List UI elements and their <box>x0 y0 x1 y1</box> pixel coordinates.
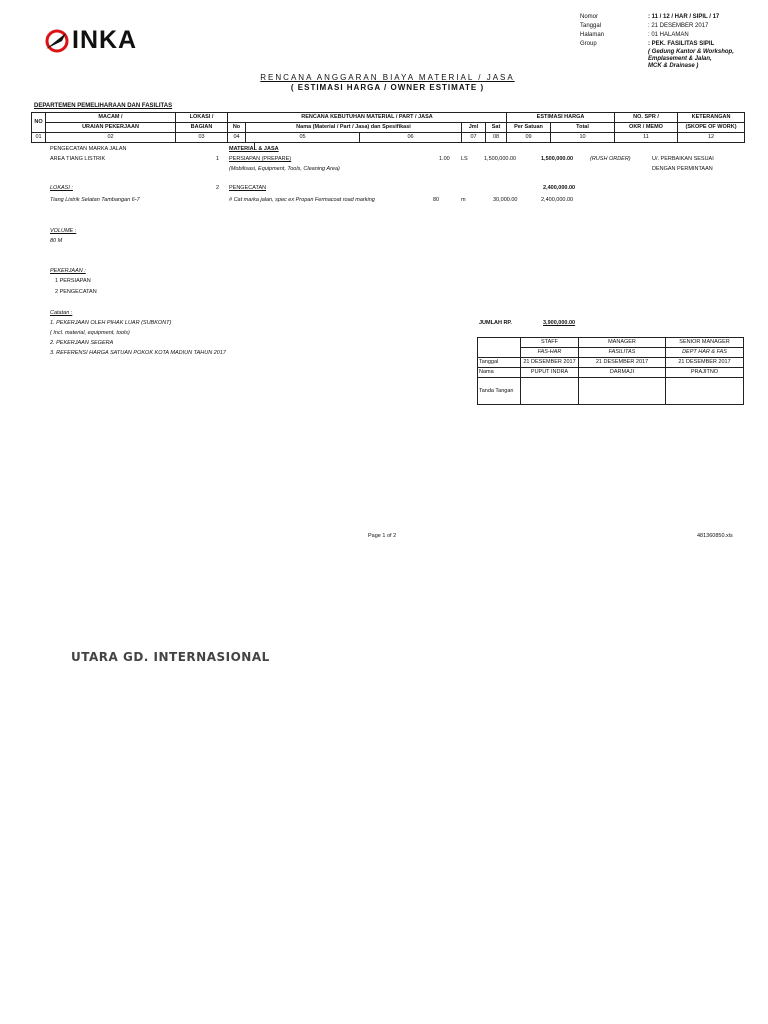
group-value: : PEK. FASILITAS SIPIL <box>648 41 715 47</box>
item-description: # Cat marka jalan, spec ex Propan Fermacoat road marking <box>229 197 375 203</box>
item-subtotal: 2,400,000.00 <box>541 197 574 203</box>
approval-dept: DEPT HAR & FAS <box>666 348 744 358</box>
lokasi-value: Tiang Listrik Selatan Tambangan 6-7 <box>50 197 140 203</box>
col-estimasi-header: ESTIMASI HARGA <box>507 113 615 123</box>
halaman-label: Halaman <box>580 32 605 38</box>
col-sat-header: Sat <box>486 123 507 133</box>
item-keterangan: U/. PERBAIKAN SESUAI <box>652 156 714 162</box>
nomor-value: : 11 / 12 / HAR / SIPIL / 17 <box>648 14 720 20</box>
approval-role: STAFF <box>521 338 579 348</box>
approval-nama-label: Nama <box>478 368 521 378</box>
approval-role: SENIOR MANAGER <box>666 338 744 348</box>
item-sat: m <box>461 197 466 203</box>
col-number: 11 <box>615 133 678 143</box>
col-skope-header: (SKOPE OF WORK) <box>678 123 745 133</box>
location-stamp-text: UTARA GD. INTERNASIONAL <box>71 650 270 664</box>
col-number: 12 <box>678 133 745 143</box>
approval-table <box>477 337 744 405</box>
col-per-satuan-header: Per Satuan <box>507 123 551 133</box>
item-name: PERSIAPAN (PREPARE) <box>229 156 292 162</box>
col-number: 01 <box>32 133 46 143</box>
estimate-table-header <box>31 112 745 143</box>
catatan-item: ( Incl. material, equipment, tools) <box>50 330 130 336</box>
company-logo-text: INKA <box>72 26 138 54</box>
item-jml: 1.00 <box>439 156 450 162</box>
col-spr-header: NO. SPR / <box>615 113 678 123</box>
col-bagian-header: BAGIAN <box>176 123 228 133</box>
catatan-item: 3. REFERENSI HARGA SATUAN POKOK KOTA MADIUN TAHUN 2017 <box>50 350 226 356</box>
approval-dept: FASILITAS <box>579 348 666 358</box>
item-price: 1,500,000.00 <box>484 156 517 162</box>
uraian-line: PENGECATAN MARKA JALAN <box>50 146 127 152</box>
col-number: 07 <box>462 133 486 143</box>
col-keterangan-header: KETERANGAN <box>678 113 745 123</box>
item-jml: 80 <box>433 197 440 203</box>
col-nama-header: Nama (Material / Part / Jasa) dan Spesifikasi <box>246 123 462 133</box>
col-macam-header: MACAM / <box>46 113 176 123</box>
item-price: 30,000.00 <box>493 197 518 203</box>
document-subtitle: ( ESTIMASI HARGA / OWNER ESTIMATE ) <box>290 83 485 92</box>
item-name: PENGECATAN <box>229 185 267 191</box>
volume-value: 80 M <box>50 238 63 244</box>
approval-date: 21 DESEMBER 2017 <box>521 358 579 368</box>
item-total: 1,500,000.00 <box>541 156 574 162</box>
document-info <box>580 13 760 70</box>
item-spr: (RUSH ORDER) <box>590 156 631 162</box>
col-number: 04 <box>228 133 246 143</box>
col-number: 08 <box>486 133 507 143</box>
col-lokasi-header: LOKASI / <box>176 113 228 123</box>
page-number: Page 1 of 2 <box>368 533 397 539</box>
department-name: DEPARTEMEN PEMELIHARAAN DAN FASILITAS <box>34 103 173 109</box>
approval-date: 21 DESEMBER 2017 <box>579 358 666 368</box>
pekerjaan-label: PEKERJAAN : <box>50 268 86 274</box>
group-detail-line: MCK & Drainase ) <box>648 63 699 69</box>
col-total-header: Total <box>551 123 615 133</box>
col-number: 02 <box>46 133 176 143</box>
col-okr-header: OKR / MEMO <box>615 123 678 133</box>
approval-name: DARMAJI <box>579 368 666 378</box>
nomor-label: Nomor <box>580 14 599 20</box>
volume-label: VOLUME : <box>50 228 77 234</box>
col-no-header: NO <box>32 113 46 133</box>
item-description: (Mobilisasi, Equipment, Tools, Cleaning Area) <box>229 166 340 172</box>
halaman-value: : 01 HALAMAN <box>648 32 689 38</box>
col-number: 05 <box>246 133 360 143</box>
group-label: Group <box>580 41 597 47</box>
group-detail-line: Emplasement & Jalan, <box>648 56 712 62</box>
col-number: 06 <box>360 133 462 143</box>
approval-name: PRAJITNO <box>666 368 744 378</box>
approval-dept: FAS-HAR <box>521 348 579 358</box>
catatan-item: 1. PEKERJAAN OLEH PIHAK LUAR (SUBKONT) <box>50 320 172 326</box>
item-no: 2 <box>216 185 220 191</box>
jumlah-label: JUMLAH RP. <box>479 320 512 326</box>
group-detail-line: ( Gedung Kantor & Workshop, <box>648 49 734 55</box>
approval-date: 21 DESEMBER 2017 <box>666 358 744 368</box>
document-title: RENCANA ANGGARAN BIAYA MATERIAL / JASA <box>260 73 515 82</box>
col-uraian-header: URAIAN PEKERJAAN <box>46 123 176 133</box>
col-number: 09 <box>507 133 551 143</box>
approval-name: PUPUT INDRA <box>521 368 579 378</box>
pekerjaan-item: 1 PERSIAPAN <box>55 278 91 284</box>
approval-corner <box>478 338 521 358</box>
catatan-item: 2. PEKERJAAN SEGERA <box>50 340 114 346</box>
uraian-line: AREA TIANG LISTRIK <box>50 156 106 162</box>
col-number: 03 <box>176 133 228 143</box>
inka-logo-mark-icon <box>44 29 70 53</box>
signature-box <box>579 378 666 405</box>
tanggal-value: : 21 DESEMBER 2017 <box>648 23 709 29</box>
item-keterangan: DENGAN PERMINTAAN <box>652 166 713 172</box>
approval-role: MANAGER <box>579 338 666 348</box>
section-title: MATERIAL & JASA <box>229 146 279 152</box>
tanggal-label: Tanggal <box>580 23 602 29</box>
item-no: 1 <box>216 156 220 162</box>
jumlah-value: 3,900,000.00 <box>543 320 576 326</box>
col-jml-header: Jml <box>462 123 486 133</box>
catatan-label: Catatan : <box>50 310 73 316</box>
col-number: 10 <box>551 133 615 143</box>
col-rencana-header: RENCANA KEBUTUHAN MATERIAL / PART / JASA <box>228 113 507 123</box>
item-sat: LS <box>461 156 468 162</box>
approval-tanggal-label: Tanggal <box>478 358 521 368</box>
signature-box <box>521 378 579 405</box>
signature-box <box>666 378 744 405</box>
col-no2-header: No <box>228 123 246 133</box>
approval-ttd-label: Tanda Tangan <box>478 378 521 405</box>
pekerjaan-item: 2 PENGECATAN <box>55 289 97 295</box>
file-reference: 481360850.xls <box>697 533 733 539</box>
lokasi-label: LOKASI : <box>50 185 73 191</box>
item-total: 2,400,000.00 <box>543 185 576 191</box>
